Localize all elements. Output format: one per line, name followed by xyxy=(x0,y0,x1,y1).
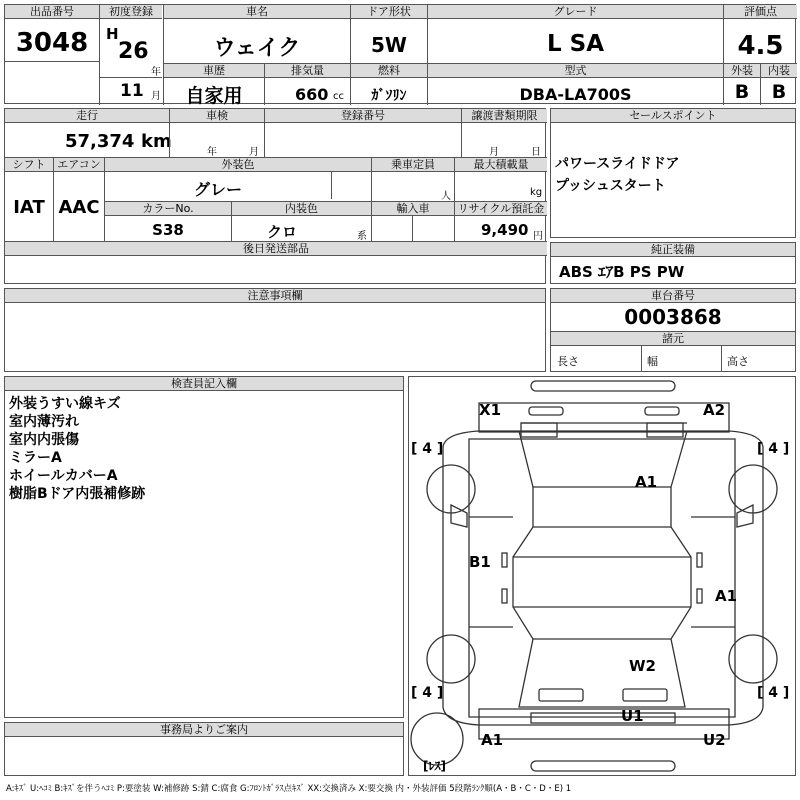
inspector-notes xyxy=(9,395,145,503)
first-reg-year: 26 xyxy=(118,39,149,64)
genuine-equipment: ABS ｴｱB PS PW xyxy=(559,263,685,281)
car-name-label: 車名 xyxy=(164,5,350,19)
length-label: 長さ xyxy=(557,355,579,368)
sales-points-label: セールスポイント xyxy=(551,109,795,123)
inspector-label: 検査員記入欄 xyxy=(5,377,403,391)
sales-point-2: プッシュスタート xyxy=(555,178,666,194)
chassis-label: 車台番号 xyxy=(551,289,795,303)
notes-label: 注意事項欄 xyxy=(5,289,545,303)
header-block: 出品番号 3048 初度登録 H 26 年 11 月 車名 ウェイク ドア形状 5W グレード L SA 評価点 4.5 車歴 排気量 燃料 型式 外装 内装 自家用 660 cc ｶﾞｿﾘﾝ DBA-LA700S B B xyxy=(4,4,796,104)
genuine-label: 純正装備 xyxy=(551,243,795,257)
damage-mark: A2 xyxy=(703,401,726,419)
model: DBA-LA700S xyxy=(519,85,632,104)
damage-mark: U1 xyxy=(621,707,644,725)
chassis-number: 0003868 xyxy=(624,305,722,329)
history-label: 車歴 xyxy=(164,64,264,78)
capacity-label: 乗車定員 xyxy=(372,158,454,172)
car-diagram-drawing xyxy=(409,377,795,775)
car-diagram xyxy=(408,376,796,776)
int-color-label: 内装色 xyxy=(232,202,371,216)
history: 自家用 xyxy=(185,85,243,107)
inspector-block xyxy=(4,376,404,718)
fuel: ｶﾞｿﾘﾝ xyxy=(371,88,407,104)
color-no: S38 xyxy=(152,221,184,239)
lot-no-label: 出品番号 xyxy=(5,5,99,19)
damage-mark: W2 xyxy=(629,657,656,675)
inspector-note: ホイールカバーA xyxy=(9,468,118,484)
tire-depth-rear-left: [ 4 ] xyxy=(411,685,444,701)
legend: A:ｷｽﾞ U:ﾍｺﾐ B:ｷｽﾞを伴うﾍｺﾐ P:要塗装 W:補修跡 S:錆 C:腐食 G:ﾌﾛﾝﾄｶﾞﾗｽ点ｷｽﾞ XX:交換済み X:要交換 内・外装評価 5段階ﾗﾝｸ順(A・B・C・D・E) 1 xyxy=(6,784,572,794)
damage-mark: A1 xyxy=(481,731,504,749)
inspector-note: 樹脂Bドア内張補修跡 xyxy=(9,486,146,502)
specs-label: 諸元 xyxy=(551,332,795,346)
lot-no: 3048 xyxy=(15,28,89,58)
displacement-label: 排気量 xyxy=(265,64,350,78)
inspection-label: 車検 xyxy=(170,109,264,123)
later-parts-label: 後日発送部品 xyxy=(5,242,547,256)
office-label: 事務局よりご案内 xyxy=(5,723,403,737)
tire-depth-rear-right: [ 4 ] xyxy=(757,685,790,701)
first-reg-label: 初度登録 xyxy=(100,5,162,19)
damage-mark: U2 xyxy=(703,731,726,749)
color-no-label: カラーNo. xyxy=(105,202,231,216)
door: 5W xyxy=(371,33,407,57)
inspector-note: 外装うすい線キズ xyxy=(9,396,121,412)
inspector-note: 室内薄汚れ xyxy=(9,414,79,430)
ac: AAC xyxy=(58,197,100,218)
car-name: ウェイク xyxy=(213,36,301,61)
max-load-label: 最大積載量 xyxy=(455,158,547,172)
sales-point-1: パワースライドドア xyxy=(555,156,680,172)
int-color: クロ xyxy=(266,223,297,241)
damage-mark: A1 xyxy=(715,587,738,605)
ext-color-label: 外装色 xyxy=(105,158,371,172)
fuel-label: 燃料 xyxy=(351,64,427,78)
mileage: 57,374 xyxy=(65,131,135,152)
ext-color: グレー xyxy=(193,180,242,199)
recycle-label: リサイクル預託金 xyxy=(455,202,547,216)
era: H xyxy=(106,25,119,43)
shift: IAT xyxy=(13,197,45,218)
notes-block xyxy=(4,288,546,372)
import-label: 輸入車 xyxy=(372,202,454,216)
ac-label: エアコン xyxy=(54,158,104,172)
damage-mark: X1 xyxy=(479,401,502,419)
score: 4.5 xyxy=(737,31,784,61)
tire-depth-front-right: [ 4 ] xyxy=(757,441,790,457)
inspector-note: ミラーA xyxy=(9,450,62,466)
damage-mark: A1 xyxy=(635,473,658,491)
interior: B xyxy=(771,81,787,103)
displacement: 660 xyxy=(295,85,329,104)
recycle: 9,490 xyxy=(481,221,529,239)
exterior: B xyxy=(734,81,750,103)
sales-points-block xyxy=(550,108,796,238)
spare-tire-label: [ﾚｽ] xyxy=(423,759,446,773)
damage-mark: B1 xyxy=(469,553,491,571)
shift-label: シフト xyxy=(5,158,53,172)
first-reg-month: 11 xyxy=(120,81,144,101)
inspector-note: 室内内張傷 xyxy=(9,432,79,448)
transfer-label: 譲渡書類期限 xyxy=(462,109,547,123)
model-label: 型式 xyxy=(428,64,723,78)
score-label: 評価点 xyxy=(724,5,797,19)
tire-depth-front-left: [ 4 ] xyxy=(411,441,444,457)
office-block xyxy=(4,722,404,776)
width-label: 幅 xyxy=(647,355,658,368)
mileage-label: 走行 xyxy=(5,109,169,123)
genuine-block xyxy=(550,242,796,284)
door-label: ドア形状 xyxy=(351,5,427,19)
detail-block: 走行 57,374 km 車検 年 月 登録番号 譲渡書類期限 月 日 シフト エアコン IAT AAC 外装色 グレー 乗車定員 人 最大積載量 kg カラーNo. 内装色 輸入車 リサイクル預託金 S38 クロ 系 9,490 円 後日発送部品 xyxy=(4,108,546,284)
interior-label: 内装 xyxy=(761,64,797,78)
grade-label: グレード xyxy=(428,5,723,19)
grade: L SA xyxy=(546,31,605,57)
chassis-block xyxy=(550,288,796,372)
exterior-label: 外装 xyxy=(724,64,760,78)
reg-no-label: 登録番号 xyxy=(265,109,461,123)
height-label: 高さ xyxy=(727,355,749,368)
